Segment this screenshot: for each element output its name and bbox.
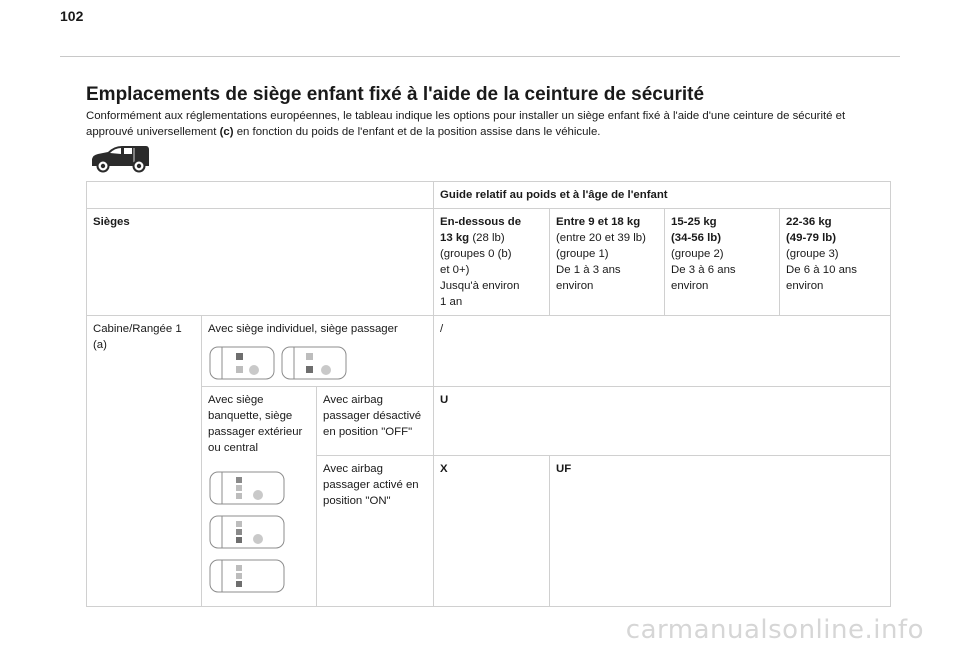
table-corner-cell xyxy=(87,182,434,209)
group-3-detail-line1: (groupe 3) xyxy=(786,248,839,260)
group-3-weight-lb: (49-79 lb) xyxy=(786,232,837,244)
group-0-weight-lb: (28 lb) xyxy=(469,232,505,244)
intro-paragraph xyxy=(86,108,886,140)
table-row xyxy=(87,387,891,456)
group-1-detail-line1: (entre 20 et 39 lb) xyxy=(556,232,646,244)
group-1-weight: Entre 9 et 18 kg xyxy=(556,216,641,228)
group-0-weight-line2: 13 kg xyxy=(440,232,470,244)
airbag-off-label: Avec airbag passager désactivé en position "OFF" xyxy=(317,387,434,456)
individual-seat-value: / xyxy=(434,316,891,387)
group-3-detail-line3: environ xyxy=(786,280,824,292)
intro-text-start: Conformément aux réglementations européennes, le tableau indique les options pour installer un siège enfant fixé à l'aide d'une ceinture de sécurité et approuvé universellement xyxy=(86,110,846,138)
page-number: 102 xyxy=(60,8,84,24)
individual-seat-cell xyxy=(202,316,434,387)
group-2-detail-line3: environ xyxy=(671,280,709,292)
group-2-detail-line2: De 3 à 6 ans xyxy=(671,264,736,276)
group-0-detail-line2: et 0+) xyxy=(440,264,470,276)
cabin-row-1-label: Cabine/Rangée 1 (a) xyxy=(87,316,202,607)
van-icon xyxy=(88,144,152,174)
seat-layout-bench-icon xyxy=(208,558,288,594)
group-2-weight-lb: (34-56 lb) xyxy=(671,232,722,244)
group-2-detail-line1: (groupe 2) xyxy=(671,248,724,260)
airbag-on-value-group-0: X xyxy=(434,456,550,607)
weight-group-0-header xyxy=(434,209,550,316)
table-row xyxy=(87,209,891,316)
intro-text-end: en fonction du poids de l'enfant et de la position assise dans le véhicule. xyxy=(233,126,601,138)
group-0-detail-line4: 1 an xyxy=(440,296,463,308)
airbag-on-label: Avec airbag passager activé en position "ON" xyxy=(317,456,434,607)
bench-seat-label: Avec siège banquette, siège passager extérieur ou central xyxy=(208,394,303,454)
weight-group-3-header xyxy=(780,209,891,316)
weight-age-group-header: Guide relatif au poids et à l'âge de l'enfant xyxy=(434,182,891,209)
group-1-detail-line2: (groupe 1) xyxy=(556,248,609,260)
airbag-off-value: U xyxy=(434,387,891,456)
group-0-detail-line3: Jusqu'à environ xyxy=(440,280,520,292)
table-row xyxy=(87,316,891,387)
child-seat-guide-table xyxy=(86,181,891,607)
seat-layout-bench-icon xyxy=(208,470,288,506)
page-title: Emplacements de siège enfant fixé à l'aide de la ceinture de sécurité xyxy=(86,84,705,105)
weight-group-2-header xyxy=(665,209,780,316)
watermark: carmanualsonline.info xyxy=(625,615,924,645)
seats-column-header: Sièges xyxy=(87,209,434,316)
group-2-weight-kg: 15-25 kg xyxy=(671,216,717,228)
top-divider xyxy=(60,56,900,57)
group-0-weight-line1: En-dessous de xyxy=(440,216,522,228)
individual-seat-label: Avec siège individuel, siège passager xyxy=(208,323,398,335)
seat-layout-single-passenger-icon xyxy=(208,345,348,381)
group-0-detail-line1: (groupes 0 (b) xyxy=(440,248,512,260)
table-row xyxy=(87,182,891,209)
intro-reference: (c) xyxy=(219,126,234,138)
airbag-on-value-groups-1-3: UF xyxy=(550,456,891,607)
weight-group-1-header xyxy=(550,209,665,316)
group-1-detail-line3: De 1 à 3 ans xyxy=(556,264,621,276)
group-1-detail-line4: environ xyxy=(556,280,594,292)
group-3-weight-kg: 22-36 kg xyxy=(786,216,832,228)
bench-seat-cell xyxy=(202,387,317,607)
seat-layout-bench-icon xyxy=(208,514,288,550)
group-3-detail-line2: De 6 à 10 ans xyxy=(786,264,857,276)
